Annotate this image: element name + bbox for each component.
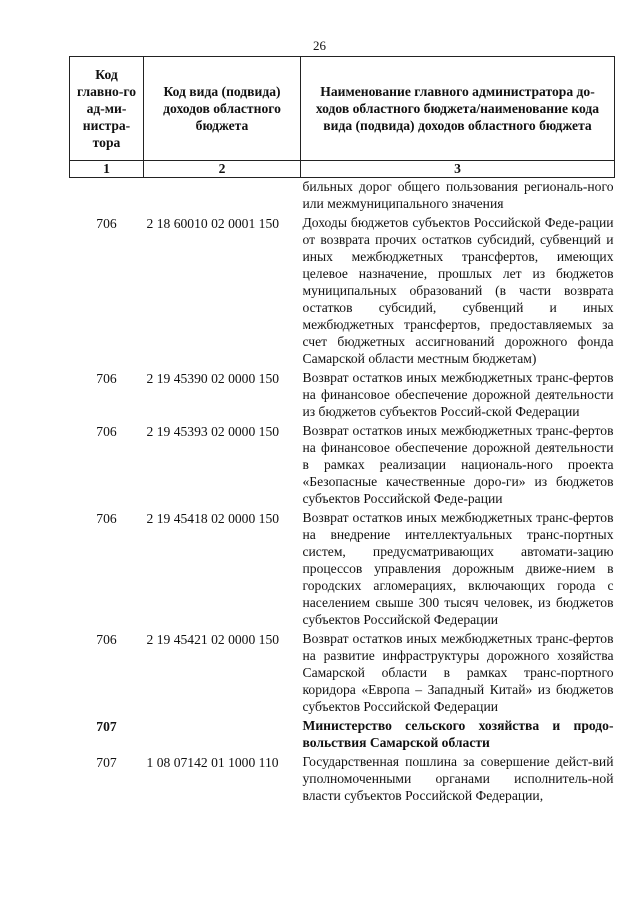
table-row [70, 369, 615, 422]
admin-code-cell: 706 [96, 216, 117, 231]
description-cell: Возврат остатков иных межбюджетных транс-фертов на внедрение интеллектуальных транс-портных систем, предусматривающих автомати-зацию процессов управления дорожным движе-нием в городских агломерациях, включающих города с населением свыше 300 тысяч человек, из бюджетов субъектов Российской Федерации [302, 510, 614, 627]
table-row [70, 630, 615, 717]
header-name-text: Наименование главного администратора до-ходов областного бюджета/наименование кода вида (подвида) доходов областного бюджета [315, 84, 600, 133]
header-revenue-code-text: Код вида (подвида) доходов областного бюджета [163, 84, 281, 133]
admin-code-cell: 706 [96, 371, 117, 386]
table-row [70, 509, 615, 630]
header-revenue-code [144, 57, 301, 161]
admin-code-cell: 706 [96, 424, 117, 439]
header-admin-code-text: Код главно-го ад-ми-нистра-тора [76, 67, 137, 150]
revenue-code-cell [144, 717, 301, 753]
table-row [70, 753, 615, 804]
table-row [70, 178, 615, 215]
admin-code-cell: 706 [96, 511, 117, 526]
page-number: 26 [313, 38, 326, 53]
admin-code-cell: 707 [96, 719, 117, 734]
header-admin-code [70, 57, 144, 161]
revenue-code-cell: 2 19 45393 02 0000 150 [146, 424, 280, 439]
revenue-code-cell: 2 19 45418 02 0000 150 [146, 511, 280, 526]
description-cell: Возврат остатков иных межбюджетных транс-фертов на финансовое обеспечение дорожной деятельности в рамках реализации националь-ного проекта «Безопасные качественные доро-ги» из бюджетов субъектов Российской Феде-рации [302, 423, 614, 506]
admin-code-cell: 706 [96, 632, 117, 647]
description-cell: Возврат остатков иных межбюджетных транс-фертов на финансовое обеспечение дорожной деятельности из бюджетов субъектов Россий-ской Федерации [302, 370, 614, 419]
description-cell: бильных дорог общего пользования региональ-ного или межмуниципального значения [302, 179, 614, 211]
table-row [70, 214, 615, 369]
revenue-code-cell [144, 178, 301, 215]
revenue-codes-table [69, 56, 614, 804]
revenue-code-cell: 1 08 07142 01 1000 110 [146, 755, 279, 770]
description-cell: Государственная пошлина за совершение дейст-вий уполномоченными органами исполнитель-ной власти субъектов Российской Федерации, [302, 754, 614, 803]
revenue-code-cell: 2 19 45421 02 0000 150 [146, 632, 280, 647]
header-column-number-2: 2 [144, 161, 301, 178]
header-column-number-3: 3 [301, 161, 615, 178]
table-row [70, 422, 615, 509]
department-row [70, 717, 615, 753]
admin-code-cell: 707 [96, 755, 117, 770]
admin-code-cell [70, 178, 144, 215]
department-name-cell: Министерство сельского хозяйства и продо-вольствия Самарской области [302, 718, 614, 750]
description-cell: Возврат остатков иных межбюджетных транс-фертов на развитие инфраструктуры дорожного хозяйства Самарской области в рамках транс-портного коридора «Европа – Западный Китай» из бюджетов субъектов Российской Федерации [302, 631, 614, 714]
revenue-code-cell: 2 18 60010 02 0001 150 [146, 216, 280, 231]
revenue-code-cell: 2 19 45390 02 0000 150 [146, 371, 280, 386]
description-cell: Доходы бюджетов субъектов Российской Феде-рации от возврата прочих остатков субсидий, субвенций и иных межбюджетных трансфертов, имеющих целевое назначение, прошлых лет из бюджетов муниципальных образований (в части возврата остатков субсидий, субвенций и иных межбюджетных трансфертов, предоставляемых за счет бюджетных ассигнований дорожного фонда Самарской области местным бюджетам) [302, 215, 614, 366]
header-column-number-1: 1 [70, 161, 144, 178]
header-name [301, 57, 615, 161]
